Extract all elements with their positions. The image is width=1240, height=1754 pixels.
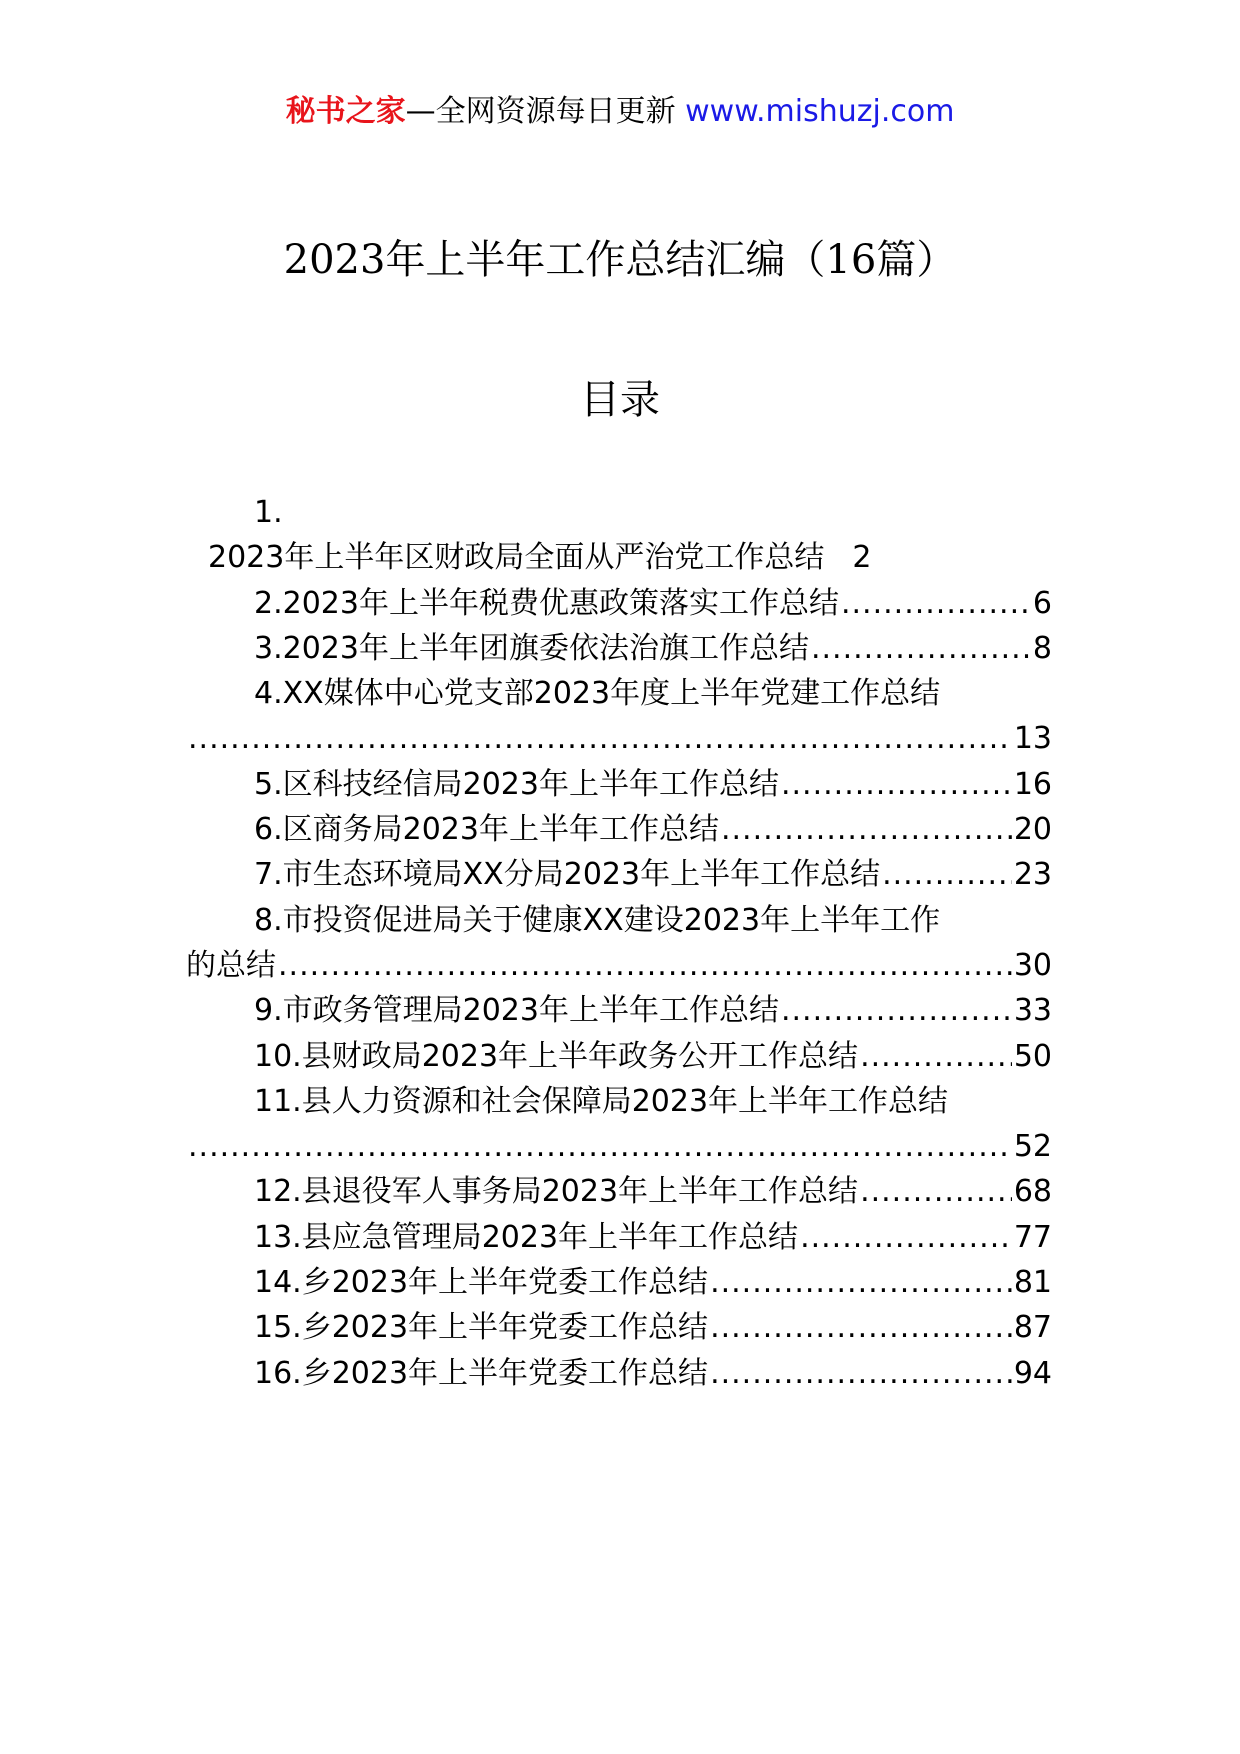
toc-item-page: 13 — [1013, 721, 1052, 757]
toc-item-number: 1. — [254, 495, 283, 530]
toc-item-page: 8 — [1032, 630, 1052, 666]
toc-item-text: 5.区科技经信局2023年上半年工作总结 — [254, 766, 779, 802]
toc-item-text: 4.XX媒体中心党支部2023年度上半年党建工作总结 — [254, 676, 941, 712]
toc-item[interactable] — [186, 1305, 1052, 1350]
toc-item-text-continued: 的总结 — [186, 947, 276, 983]
toc-item-text: 2023年上半年区财政局全面从严治党工作总结 — [208, 540, 825, 576]
toc-item-page: 50 — [1013, 1038, 1052, 1074]
dot-leader — [188, 1124, 1012, 1169]
toc-item[interactable] — [186, 762, 1052, 807]
toc-item-text: 9.市政务管理局2023年上半年工作总结 — [254, 993, 779, 1029]
brand-slogan: —全网资源每日更新 — [405, 94, 676, 129]
toc-item[interactable] — [186, 671, 1052, 762]
dot-leader — [781, 988, 1012, 1033]
toc-item[interactable] — [186, 1215, 1052, 1260]
toc-item-page: 94 — [1013, 1355, 1052, 1391]
dot-leader — [710, 1260, 1012, 1305]
toc-item-page: 23 — [1013, 857, 1052, 893]
toc-item-text: 14.乡2023年上半年党委工作总结 — [254, 1265, 709, 1301]
toc-item-page: 2 — [852, 540, 872, 576]
toc-item-page: 6 — [1032, 585, 1052, 621]
toc-item-text: 6.区商务局2023年上半年工作总结 — [254, 812, 719, 848]
toc-item-page: 33 — [1013, 993, 1052, 1029]
dot-leader — [882, 852, 1012, 897]
toc-item-text: 15.乡2023年上半年党委工作总结 — [254, 1310, 709, 1346]
watermark-header — [0, 92, 1240, 132]
dot-leader — [188, 716, 1012, 761]
toc-item-text: 2.2023年上半年税费优惠政策落实工作总结 — [254, 585, 839, 621]
toc-item[interactable] — [186, 1169, 1052, 1214]
toc-item[interactable] — [186, 626, 1052, 671]
site-url: www.mishuzj.com — [685, 94, 955, 129]
toc-item-page: 68 — [1013, 1174, 1052, 1210]
toc-item-text: 7.市生态环境局XX分局2023年上半年工作总结 — [254, 857, 881, 893]
dot-leader — [721, 807, 1012, 852]
toc-item-page: 20 — [1013, 812, 1052, 848]
toc-item-text: 13.县应急管理局2023年上半年工作总结 — [254, 1219, 799, 1255]
toc-item[interactable] — [186, 988, 1052, 1033]
dot-leader — [710, 1351, 1012, 1396]
toc-item[interactable] — [186, 490, 1052, 581]
toc-item[interactable] — [186, 807, 1052, 852]
dot-leader — [710, 1305, 1012, 1350]
toc-item[interactable] — [186, 1260, 1052, 1305]
toc-item-text: 3.2023年上半年团旗委依法治旗工作总结 — [254, 630, 809, 666]
toc-item-page: 81 — [1013, 1265, 1052, 1301]
dot-leader — [860, 1034, 1012, 1079]
dot-leader — [800, 1215, 1012, 1260]
toc-heading: 目录 — [580, 377, 660, 423]
toc-item-text: 11.县人力资源和社会保障局2023年上半年工作总结 — [254, 1083, 949, 1119]
dot-leader — [860, 1169, 1012, 1214]
toc-item[interactable] — [186, 1079, 1052, 1170]
toc-item-page: 16 — [1013, 766, 1052, 802]
table-of-contents — [186, 490, 1052, 1396]
toc-item-page: 52 — [1013, 1129, 1052, 1165]
toc-item-page: 87 — [1013, 1310, 1052, 1346]
dot-leader — [841, 581, 1031, 626]
toc-item[interactable] — [186, 852, 1052, 897]
dot-leader — [811, 626, 1031, 671]
toc-item-text: 8.市投资促进局关于健康XX建设2023年上半年工作 — [254, 902, 941, 938]
toc-item-text: 12.县退役军人事务局2023年上半年工作总结 — [254, 1174, 859, 1210]
toc-item[interactable] — [186, 1034, 1052, 1079]
toc-item-page: 77 — [1013, 1219, 1052, 1255]
toc-item[interactable] — [186, 581, 1052, 626]
dot-leader — [278, 943, 1012, 988]
dot-leader — [781, 762, 1012, 807]
toc-item-page: 30 — [1013, 947, 1052, 983]
toc-item-text: 10.县财政局2023年上半年政务公开工作总结 — [254, 1038, 859, 1074]
toc-item[interactable] — [186, 1351, 1052, 1396]
toc-item-text: 16.乡2023年上半年党委工作总结 — [254, 1355, 709, 1391]
brand-name: 秘书之家 — [285, 94, 406, 129]
document-title: 2023年上半年工作总结汇编（16篇） — [283, 237, 957, 283]
toc-item[interactable] — [186, 898, 1052, 989]
